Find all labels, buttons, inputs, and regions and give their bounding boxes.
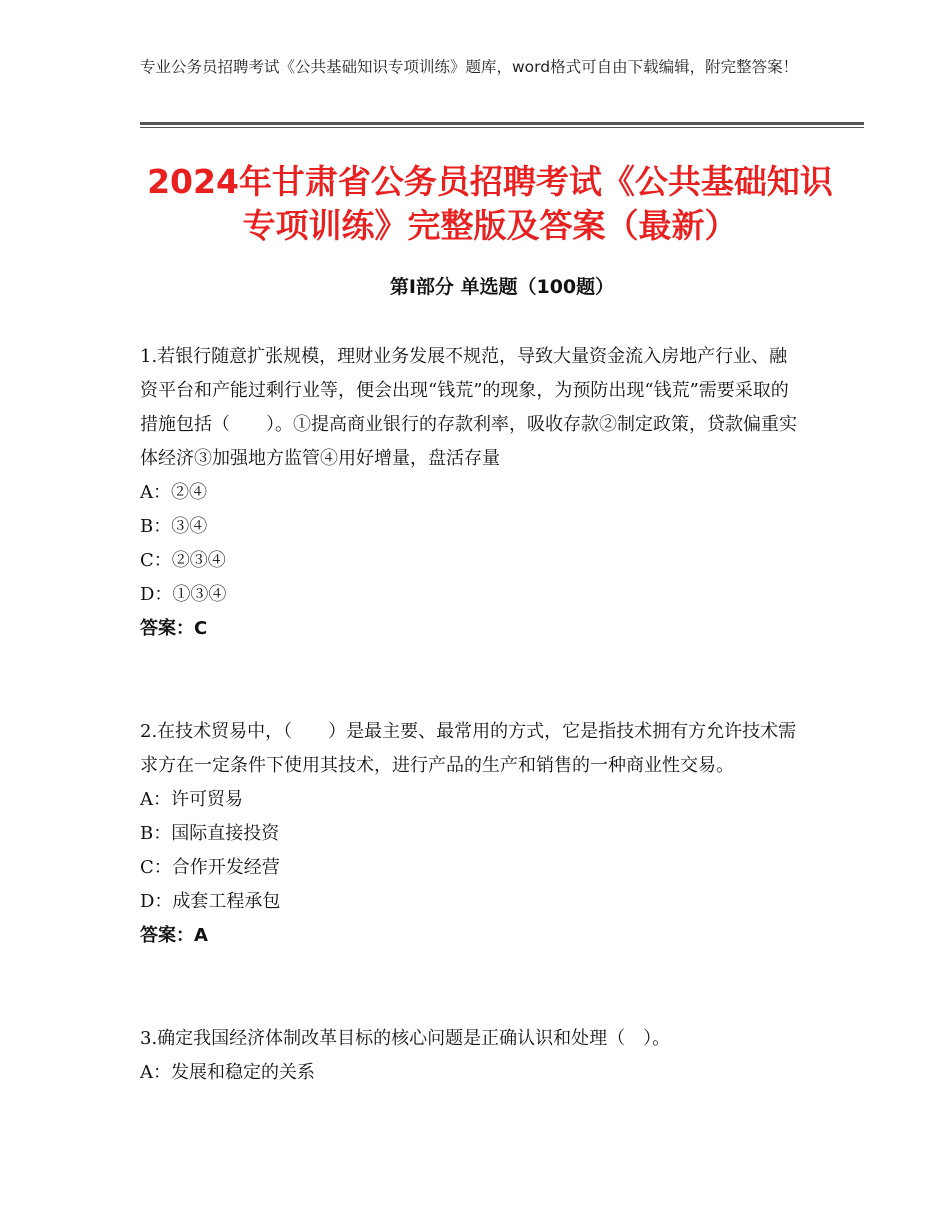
question-item [140, 715, 800, 953]
header-divider-thin [140, 127, 864, 128]
option-a: A：②④ [140, 482, 207, 503]
question-item [140, 1022, 800, 1090]
option-b: B：③④ [140, 516, 208, 537]
header-note: 专业公务员招聘考试《公共基础知识专项训练》题库，word格式可自由下载编辑，附完整答案！ [140, 58, 799, 76]
answer-label: 答案：A [140, 925, 208, 946]
option-a: A：许可贸易 [140, 789, 243, 810]
option-b: B：国际直接投资 [140, 823, 280, 844]
option-c: C：②③④ [140, 550, 226, 571]
header-divider-thick [140, 122, 864, 125]
question-stem: 3.确定我国经济体制改革目标的核心问题是正确认识和处理（ ）。 [140, 1028, 671, 1049]
option-c: C：合作开发经营 [140, 857, 280, 878]
option-d: D：成套工程承包 [140, 891, 281, 912]
question-stem: 1.若银行随意扩张规模，理财业务发展不规范，导致大量资金流入房地产行业、融资平台和产能过剩行业等，便会出现“钱荒”的现象，为预防出现“钱荒”需要采取的措施包括（ ）。①提高商业银行的存款利率，吸收存款②制定政策，贷款偏重实体经济③加强地方监管④用好增量，盘活存量 [140, 346, 797, 469]
option-a: A：发展和稳定的关系 [140, 1062, 315, 1083]
section-title: 第Ⅰ部分 单选题（100题） [389, 276, 615, 298]
option-d: D：①③④ [140, 584, 227, 605]
answer-label: 答案：C [140, 618, 208, 639]
question-stem: 2.在技术贸易中，（ ）是最主要、最常用的方式，它是指技术拥有方允许技术需求方在一定条件下使用其技术，进行产品的生产和销售的一种商业性交易。 [140, 721, 797, 776]
question-item [140, 340, 800, 646]
document-title: 2024年甘肃省公务员招聘考试《公共基础知识专项训练》完整版及答案（最新） [147, 162, 833, 245]
